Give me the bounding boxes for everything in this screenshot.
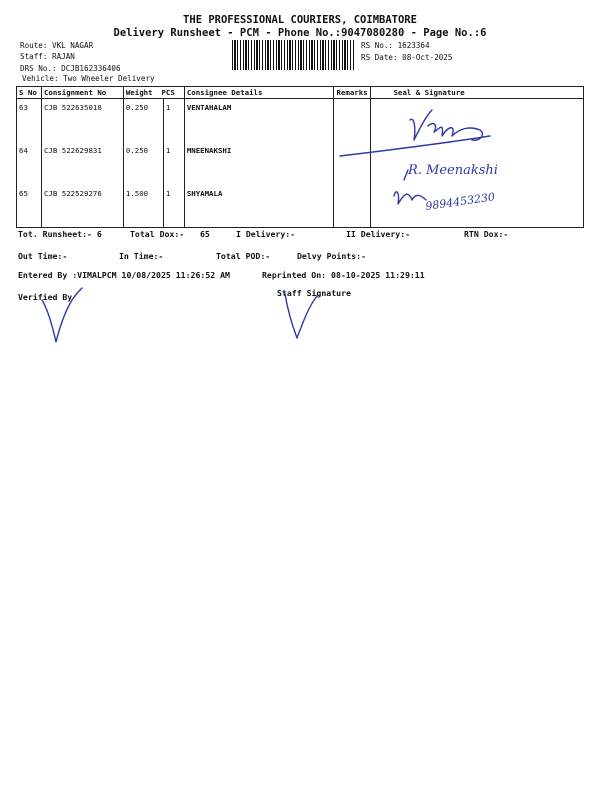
ii-delivery: II Delivery:-	[346, 229, 411, 239]
cell-consignee: MNEENAKSHI	[184, 142, 334, 185]
cell-weight: 1.500	[123, 185, 163, 228]
cell-consignee: VENTAHALAM	[184, 99, 334, 142]
cell-pcs: 1	[163, 185, 184, 228]
cell-sno: 64	[17, 142, 42, 185]
company-title: THE PROFESSIONAL COURIERS, COIMBATORE	[183, 14, 417, 26]
cell-pcs: 1	[163, 99, 184, 142]
handwritten-signatures	[330, 96, 570, 226]
col-weight-pcs-header: Weight PCS	[123, 87, 184, 99]
staff-label: Staff: RAJAN	[20, 52, 75, 61]
staff-signature-mark	[265, 282, 345, 352]
rs-date: RS Date: 08-Oct-2025	[361, 53, 453, 62]
cell-sno: 65	[17, 185, 42, 228]
col-signature-header: Seal & Signature	[371, 87, 584, 99]
col-sno-header: S No	[17, 87, 42, 99]
cell-consignment: CJB 522635018	[41, 99, 123, 142]
runsheet-title: Delivery Runsheet - PCM - Phone No.:9047080280 - Page No.:6	[113, 27, 487, 39]
verified-by-label: Verified By	[18, 292, 73, 302]
signature-3-phone: 9894453230	[424, 190, 496, 213]
reprinted-on: Reprinted On: 08-10-2025 11:29:11	[262, 270, 425, 280]
staff-signature-stroke	[285, 294, 317, 338]
verified-stroke	[42, 288, 82, 342]
entered-by: Entered By :VIMALPCM 10/08/2025 11:26:52 AM	[18, 270, 230, 280]
cell-consignee: SHYAMALA	[184, 185, 334, 228]
total-pod: Total POD:-	[216, 251, 271, 261]
drs-number: DRS No.: DCJB162336406	[20, 64, 121, 73]
col-consignee-header: Consignee Details	[184, 87, 334, 99]
cell-sno: 63	[17, 99, 42, 142]
total-dox-value: 65	[200, 229, 210, 239]
rtn-dox: RTN Dox:-	[464, 229, 509, 239]
vehicle-label: Vehicle: Two Wheeler Delivery	[22, 74, 155, 83]
signature-2: R. Meenakshi	[408, 163, 498, 178]
rs-number: RS No.: 1623364	[361, 41, 430, 50]
i-delivery: I Delivery:-	[236, 229, 296, 239]
col-remarks-header: Remarks	[334, 87, 371, 99]
cell-weight: 0.250	[123, 99, 163, 142]
cell-consignment: CJB 522629831	[41, 142, 123, 185]
route-label: Route: VKL NAGAR	[20, 41, 94, 50]
signature-3-stroke	[394, 192, 426, 204]
cell-weight: 0.250	[123, 142, 163, 185]
total-dox-label: Total Dox:-	[130, 229, 185, 239]
staff-signature-label: Staff Signature	[277, 288, 351, 298]
out-time: Out Time:-	[18, 251, 68, 261]
in-time: In Time:-	[119, 251, 164, 261]
col-consignment-header: Consignment No	[41, 87, 123, 99]
verified-by-signature	[30, 280, 110, 350]
barcode	[232, 40, 354, 70]
cell-pcs: 1	[163, 142, 184, 185]
tot-runsheet: Tot. Runsheet:- 6	[18, 229, 102, 239]
delvy-points: Delvy Points:-	[297, 251, 367, 261]
cell-consignment: CJB 522529276	[41, 185, 123, 228]
